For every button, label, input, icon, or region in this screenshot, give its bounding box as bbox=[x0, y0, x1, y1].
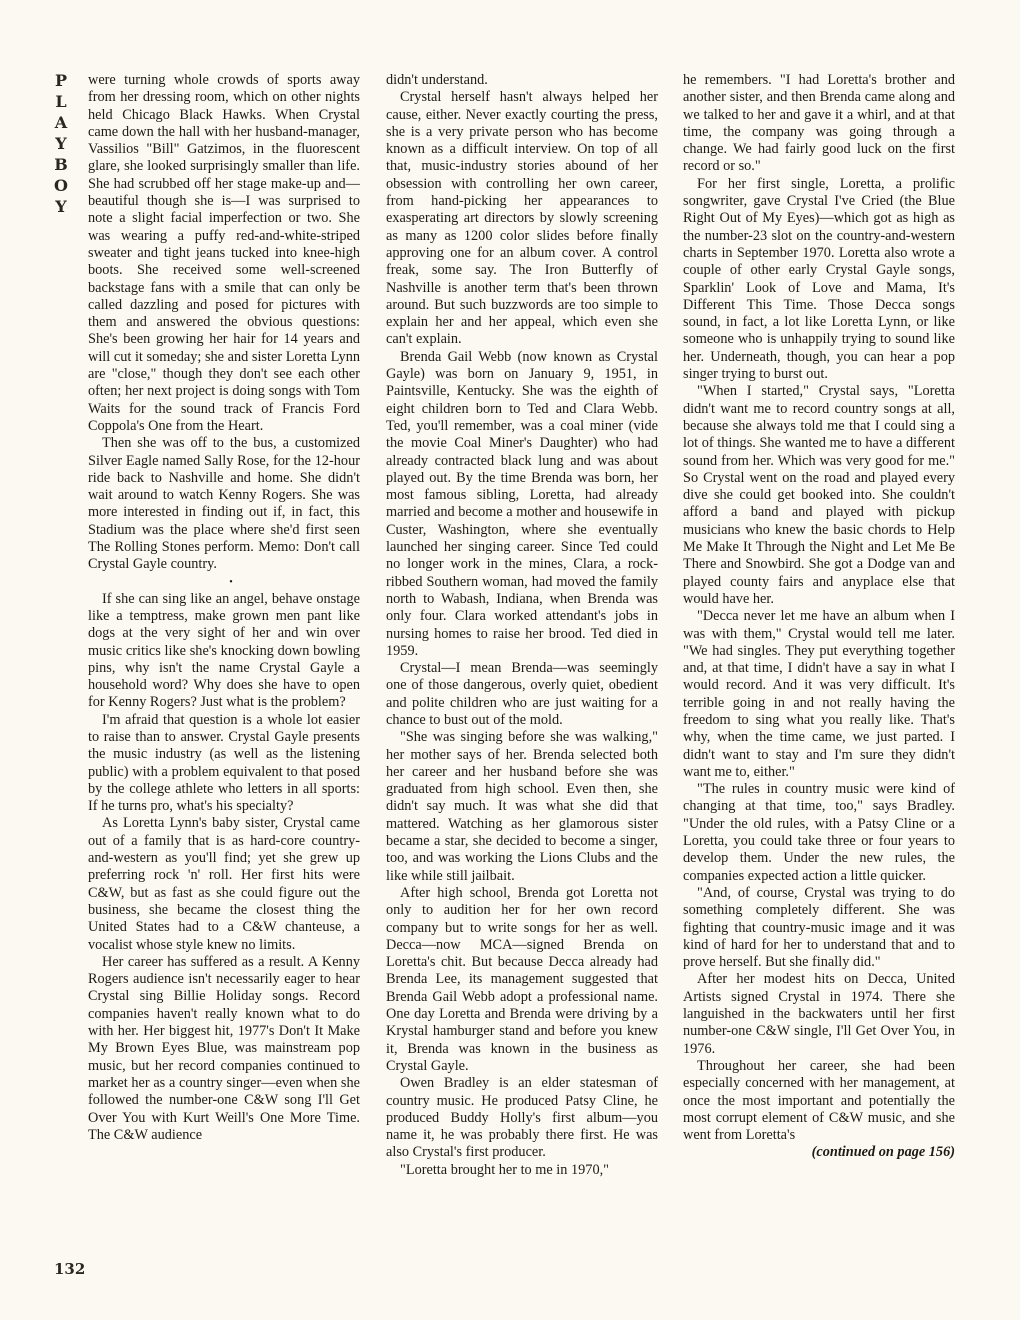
paragraph: If she can sing like an angel, behave onstage like a temptress, make grown men pant like dogs at the very sight of her and win over music critics like she's knocking down bowling pins, why isn't the name Crystal Gayle a household word? Why does she have to open for Kenny Rogers? Just what is the problem? bbox=[88, 590, 360, 711]
section-break-bullet: • bbox=[229, 576, 233, 588]
paragraph: Owen Bradley is an elder statesman of country music. He produced Patsy Cline, he produced Buddy Holly's first album—you name it, he was probably there first. He was also Crystal's first producer. bbox=[386, 1075, 658, 1161]
magazine-name-letter: P bbox=[54, 71, 70, 90]
text-column-1 bbox=[88, 72, 360, 1282]
text-column-2 bbox=[386, 72, 658, 1282]
paragraph: didn't understand. bbox=[386, 72, 488, 88]
text-column-3 bbox=[683, 72, 955, 1282]
continued-on-line: (continued on page 156) bbox=[811, 1144, 955, 1161]
paragraph: Crystal—I mean Brenda—was seemingly one of those dangerous, overly quiet, obedient and polite children who are just waiting for a chance to bust out of the mold. bbox=[386, 660, 658, 728]
paragraph: were turning whole crowds of sports away from her dressing room, which on other nights held Chicago Black Hawks. When Crystal came down the hall with her husband-manager, Vassilios "Bill" Gatzimos, in the fluorescent glare, she looked surprisingly smaller than life. She had scrubbed off her stage make-up and—beautiful though she is—I was surprised to note a slight facial imperfection or two. She was wearing a puffy red-and-white-striped sweater and tight jeans tucked into knee-high boots. She received some well-screened backstage fans with a smile that can only be called dazzling and posed for pictures with them and answered the obvious questions: She's been growing her hair for 14 years and will cut it someday; she and sister Loretta Lynn are "close," though they don't see each other often; her next project is doing songs with Tom Waits for the sound track of Francis Ford Coppola's One from the Heart. bbox=[88, 72, 360, 434]
paragraph: "The rules in country music were kind of changing at that time, too," says Bradley. "Under the old rules, with a Patsy Cline or a Loretta, you could take three or four years to develop them. Under the new rules, the companies expected action a little quicker. bbox=[683, 781, 955, 884]
magazine-name-letter: B bbox=[54, 155, 70, 174]
magazine-name-letter: O bbox=[54, 176, 70, 195]
paragraph: For her first single, Loretta, a prolific songwriter, gave Crystal I've Cried (the Blue Right Out of My Eyes)—which got as high as the number-23 slot on the country-and-western charts in September 1970. Loretta also wrote a couple of other early Crystal Gayle songs, Sparklin' Look of Love and Mama, It's Different This Time. Those Decca songs sound, in fact, a lot like Loretta Lynn, or like someone who is unhappily trying to sound like her. Underneath, though, you can hear a pop singer trying to burst out. bbox=[683, 175, 955, 383]
paragraph: "Decca never let me have an album when I was with them," Crystal would tell me later. "We had singles. They put everything together and, at that time, I didn't have a say in what I would record. And it was very difficult. It's terrible going in and not really having the freedom to sing what you really like. That's why, when the time came, we just parted. I didn't want to stay and I'm sure they didn't want me to, either." bbox=[683, 608, 955, 780]
magazine-name-letter: L bbox=[55, 92, 69, 111]
magazine-name-letter: Y bbox=[55, 134, 69, 153]
magazine-name-vertical bbox=[50, 70, 74, 217]
paragraph: Crystal herself hasn't always helped her cause, either. Never exactly courting the press, she is a very private person who has become known as a difficult interview. On top of all that, music-industry stories abound of her obsession with controlling her own career, from hand-picking her appearances to exasperating art directors by slowly screening as many as 1200 color slides before finally approving one for an album cover. A control freak, some say. The Iron Butterfly of Nashville is another term that's been thrown around. But such buzzwords are too simple to explain her and her appeal, which even she can't explain. bbox=[386, 89, 658, 348]
paragraph: he remembers. "I had Loretta's brother and another sister, and then Brenda came along and we talked to her and gave it a whirl, and at that time, the company was going through a change. We had fairly good luck on the first record or so." bbox=[683, 72, 955, 175]
paragraph: Then she was off to the bus, a customized Silver Eagle named Sally Rose, for the 12-hour ride back to Nashville and home. She didn't wait around to watch Kenny Rogers. She was more interested in finding out if, in fact, this Stadium was the place where she'd first seen The Rolling Stones perform. Memo: Don't call Crystal Gayle country. bbox=[88, 435, 360, 573]
paragraph: "And, of course, Crystal was trying to do something completely different. She was fighting that country-music image and it was kind of hard for her to understand that and to prove herself. But she finally did." bbox=[683, 884, 955, 971]
paragraph: Brenda Gail Webb (now known as Crystal Gayle) was born on January 9, 1951, in Paintsville, Kentucky. She was the eighth of eight children born to Ted and Clara Webb. Ted, you'll remember, was a coal miner (vide the movie Coal Miner's Daughter) who had already contracted black lung and was about played out. By the time Brenda was born, her most famous sibling, Loretta, had already married and become a mother and housewife in Custer, Washington, where she eventually launched her singing career. Since Ted could no longer work in the mines, Clara, a rock-ribbed Southern woman, had moved the family north to Wabash, Indiana, when Brenda was only four. Clara worked attendant's jobs in nursing homes to raise her brood. Ted died in 1959. bbox=[386, 348, 658, 659]
paragraph: I'm afraid that question is a whole lot easier to raise than to answer. Crystal Gayle presents the music industry (as well as the listening public) with a problem equivalent to that posed by the college athlete who letters in all sports: If he turns pro, what's his specialty? bbox=[88, 711, 360, 815]
paragraph: "Loretta brought her to me in 1970," bbox=[400, 1161, 610, 1178]
paragraph: As Loretta Lynn's baby sister, Crystal came out of a family that is as hard-core country-and-western as you'll find; yet she grew up preferring rock 'n' roll. Her first hits were C&W, but as fast as she could figure out the business, she became the closest thing the United States had to a C&W chanteuse, a vocalist whose style knew no limits. bbox=[88, 815, 360, 953]
magazine-name-letter: Y bbox=[55, 197, 69, 216]
paragraph: "When I started," Crystal says, "Loretta didn't want me to record country songs at all, because she always told me that I could sing a lot of things. She wanted me to have a different sound from her. Which was very good for me." So Crystal went on the road and played every dive she could get booked into. She couldn't afford a band and played with pickup musicians who knew the basic chords to Help Me Make It Through the Night and Let Me Be There and Snowbird. She got a Dodge van and played county fairs and anyplace else that would have her. bbox=[683, 383, 955, 607]
paragraph: Her career has suffered as a result. A Kenny Rogers audience isn't necessarily eager to hear Crystal sing Billie Holiday songs. Record companies haven't really known what to do with her. Her biggest hit, 1977's Don't It Make My Brown Eyes Blue, was mainstream pop music, but her record companies continued to market her as a country singer—even when she followed the number-one C&W song I'll Get Over You with Kurt Weill's One More Time. The C&W audience bbox=[88, 953, 360, 1143]
magazine-name-letter: A bbox=[54, 113, 70, 132]
paragraph: After her modest hits on Decca, United Artists signed Crystal in 1974. There she languished in the backwaters until her first number-one C&W single, I'll Get Over You, in 1976. bbox=[683, 971, 955, 1057]
page-number: 132 bbox=[54, 1260, 86, 1278]
paragraph: After high school, Brenda got Loretta not only to audition her for her own record company but to write songs for her as well. Decca—now MCA—signed Brenda on Loretta's chit. But because Decca already had Brenda Lee, its management suggested that Brenda Gail Webb adopt a professional name. One day Loretta and Brenda were driving by a Krystal hamburger stand and before you knew it, Brenda was known in the business as Crystal Gayle. bbox=[386, 884, 658, 1074]
paragraph: Throughout her career, she had been especially concerned with her management, at once the most important and potentially the most corrupt element of C&W music, and she went from Loretta's bbox=[683, 1057, 955, 1144]
paragraph: "She was singing before she was walking," her mother says of her. Brenda selected both her career and her husband before she was graduated from high school. Even then, she didn't say much. It was what she did that mattered. Watching as her glamorous sister became a star, she decided to become a singer, too, and was working the Lions Clubs and the like while still jailbait. bbox=[386, 729, 658, 884]
